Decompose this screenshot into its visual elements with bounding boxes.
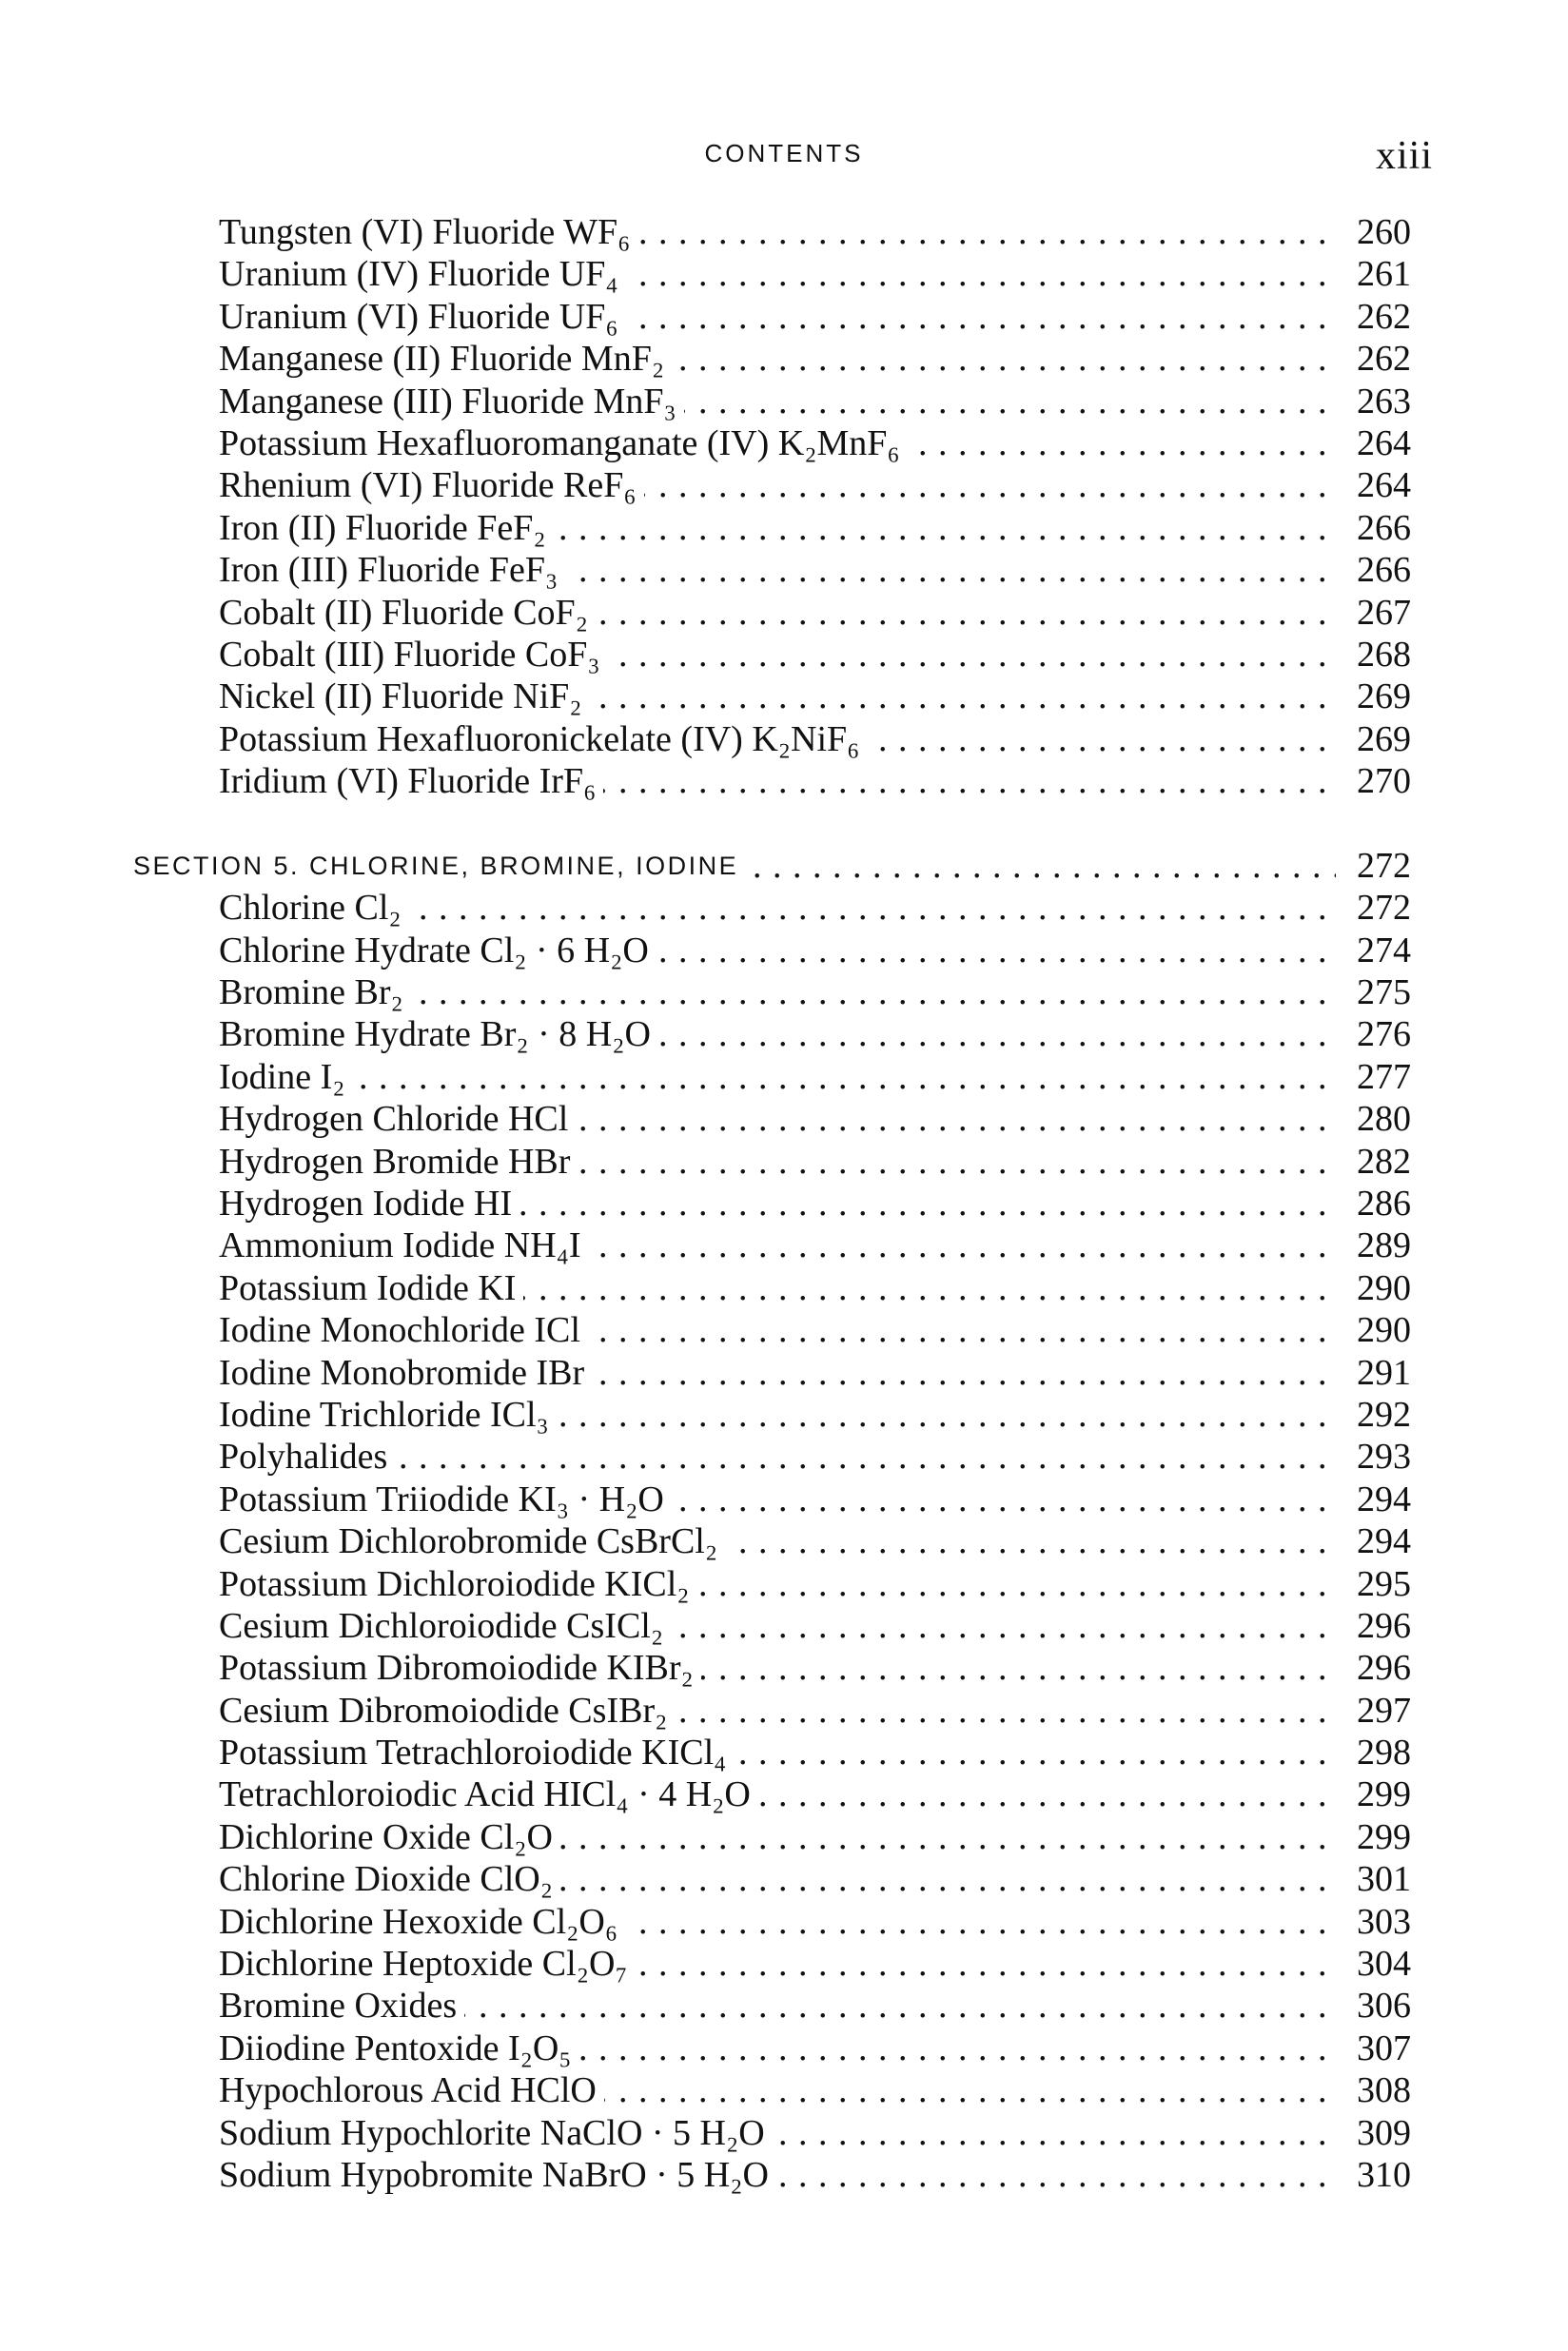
toc-entry-title: Potassium Iodide KI (219, 1267, 523, 1309)
toc-entry-title: Potassium Hexafluoronickelate (IV) K₂NiF₆ (219, 718, 867, 760)
toc-entry[interactable] (0, 1224, 1568, 1266)
toc-entry-title: Cobalt (III) Fluoride CoF₃ (219, 634, 608, 676)
toc-entry-title: Tungsten (VI) Fluoride WF₆ (219, 211, 637, 253)
toc-entry-title: Rhenium (VI) Fluoride ReF₆ (219, 464, 644, 506)
toc-entry-page: 307 (1357, 2028, 1411, 2068)
toc-entry[interactable] (0, 592, 1568, 634)
toc-entry-page: 303 (1357, 1901, 1411, 1942)
toc-entry-page: 274 (1357, 930, 1411, 970)
toc-entry-page: 298 (1357, 1733, 1411, 1773)
table-of-contents (0, 211, 1568, 2196)
toc-entry[interactable] (0, 760, 1568, 802)
toc-entry-title: Cesium Dibromoiodide CsIBr₂ (219, 1690, 675, 1732)
dot-leader (219, 1056, 1336, 1098)
toc-entry[interactable] (0, 1520, 1568, 1562)
toc-entry[interactable] (0, 211, 1568, 253)
toc-entry-title: Hydrogen Bromide HBr (219, 1141, 578, 1183)
running-head (0, 133, 1568, 190)
toc-entry-page: 276 (1357, 1014, 1411, 1055)
toc-entry-title: Dichlorine Hexoxide Cl₂O₆ (219, 1901, 625, 1943)
toc-entry[interactable] (0, 1013, 1568, 1055)
toc-entry-title: Polyhalides (219, 1436, 395, 1478)
toc-entry-title: Manganese (III) Fluoride MnF₃ (219, 381, 684, 422)
toc-entry-page: 297 (1357, 1690, 1411, 1731)
toc-entry[interactable] (0, 1183, 1568, 1224)
toc-entry-title: Iodine I₂ (219, 1056, 352, 1098)
toc-entry[interactable] (0, 296, 1568, 338)
toc-entry-title: Bromine Br₂ (219, 971, 411, 1013)
toc-entry-page: 293 (1357, 1437, 1411, 1478)
toc-entry[interactable] (0, 1816, 1568, 1858)
toc-entry-title: Chlorine Hydrate Cl₂ · 6 H₂O (219, 930, 657, 971)
toc-entry-title: Uranium (VI) Fluoride UF₆ (219, 296, 626, 338)
toc-entry-page: 299 (1357, 1816, 1411, 1857)
toc-entry-page: 266 (1357, 550, 1411, 591)
toc-entry-page: 262 (1357, 296, 1411, 337)
toc-entry-page: 299 (1357, 1774, 1411, 1815)
toc-entry-page: 277 (1357, 1056, 1411, 1097)
toc-entry-title: Cesium Dichlorobromide CsBrCl₂ (219, 1520, 725, 1562)
toc-entry[interactable] (0, 464, 1568, 506)
toc-entry-page: 268 (1357, 634, 1411, 675)
toc-entry[interactable] (0, 2028, 1568, 2069)
toc-entry-page: 267 (1357, 592, 1411, 633)
toc-entry-page: 270 (1357, 761, 1411, 802)
toc-entry-title: Iron (III) Fluoride FeF₃ (219, 549, 565, 591)
toc-entry-title: Cobalt (II) Fluoride CoF₂ (219, 592, 596, 634)
toc-entry-page: 275 (1357, 972, 1411, 1013)
toc-entry[interactable] (0, 422, 1568, 464)
toc-entry-title: Ammonium Iodide NH₄I (219, 1224, 589, 1266)
toc-entry[interactable] (0, 1858, 1568, 1900)
toc-entry[interactable] (0, 2154, 1568, 2196)
toc-entry-page: 263 (1357, 381, 1411, 421)
toc-entry-title: Bromine Hydrate Br₂ · 8 H₂O (219, 1013, 658, 1055)
toc-entry-page: 269 (1357, 676, 1411, 717)
toc-entry[interactable] (0, 718, 1568, 760)
toc-entry-title: Nickel (II) Fluoride NiF₂ (219, 676, 590, 717)
toc-entry-title: Potassium Triiodide KI₃ · H₂O (219, 1479, 672, 1520)
toc-entry[interactable] (0, 1773, 1568, 1815)
toc-entry[interactable] (0, 1394, 1568, 1436)
toc-entry[interactable] (0, 1647, 1568, 1689)
toc-entry-page: 264 (1357, 465, 1411, 506)
page-folio: xiii (1375, 134, 1433, 178)
toc-entry[interactable] (0, 676, 1568, 717)
toc-entry-page: 310 (1357, 2154, 1411, 2195)
toc-entry-page: 296 (1357, 1648, 1411, 1689)
toc-entry-page: 260 (1357, 212, 1411, 252)
toc-entry-page: 295 (1357, 1563, 1411, 1604)
toc-entry-page: 289 (1357, 1225, 1411, 1266)
toc-entry-title: Tetrachloroiodic Acid HICl₄ · 4 H₂O (219, 1773, 758, 1815)
toc-entry[interactable] (0, 338, 1568, 380)
toc-entry-title: Sodium Hypobromite NaBrO · 5 H₂O (219, 2154, 776, 2196)
toc-entry-title: Iodine Monobromide IBr (219, 1352, 592, 1394)
toc-entry[interactable] (0, 1563, 1568, 1605)
toc-entry[interactable] (0, 930, 1568, 971)
toc-entry-page: 264 (1357, 422, 1411, 463)
toc-entry-title: Chlorine Cl₂ (219, 887, 409, 929)
toc-entry-page: 306 (1357, 1986, 1411, 2027)
toc-entry-page: 261 (1357, 254, 1411, 295)
toc-entry[interactable] (0, 2112, 1568, 2154)
toc-entry-page: 290 (1357, 1310, 1411, 1351)
running-title: CONTENTS (704, 139, 864, 167)
toc-entry[interactable] (0, 1943, 1568, 1985)
toc-entry-page: 266 (1357, 507, 1411, 548)
toc-entry[interactable] (0, 1605, 1568, 1647)
toc-entry[interactable] (0, 1352, 1568, 1394)
toc-entry[interactable] (0, 1098, 1568, 1140)
toc-entry-title: Uranium (IV) Fluoride UF₄ (219, 253, 626, 295)
toc-entry-title: Bromine Oxides (219, 1985, 464, 2027)
toc-entry[interactable] (0, 1436, 1568, 1478)
toc-entry-title: Potassium Tetrachloroiodide KICl₄ (219, 1732, 734, 1773)
toc-entry-page: 290 (1357, 1267, 1411, 1308)
toc-entry-title: Potassium Hexafluoromanganate (IV) K₂MnF₆ (219, 422, 908, 464)
toc-entry-title: Cesium Dichloroiodide CsICl₂ (219, 1605, 671, 1647)
toc-entry-page: 269 (1357, 718, 1411, 759)
toc-entry-title: Diiodine Pentoxide I₂O₅ (219, 2028, 579, 2069)
toc-entry-title: Hydrogen Iodide HI (219, 1183, 519, 1224)
toc-entry[interactable] (0, 1056, 1568, 1098)
toc-entry[interactable] (0, 253, 1568, 295)
toc-entry[interactable] (0, 1141, 1568, 1183)
toc-entry-title: Potassium Dibromoiodide KIBr₂ (219, 1647, 701, 1689)
toc-entry-page: 282 (1357, 1141, 1411, 1182)
toc-entry-page: 272 (1357, 888, 1411, 929)
toc-entry[interactable] (0, 1732, 1568, 1773)
toc-entry-page: 262 (1357, 339, 1411, 380)
toc-entry[interactable] (0, 549, 1568, 591)
toc-entry[interactable] (0, 1985, 1568, 2027)
toc-entry-page: 292 (1357, 1394, 1411, 1435)
toc-entry[interactable] (0, 971, 1568, 1013)
toc-entry-page: 294 (1357, 1479, 1411, 1519)
toc-entry[interactable] (0, 887, 1568, 929)
toc-entry[interactable] (0, 1267, 1568, 1309)
toc-entry-title: Chlorine Dioxide ClO₂ (219, 1858, 560, 1900)
toc-entry[interactable] (0, 1309, 1568, 1351)
toc-entry-page: 309 (1357, 2112, 1411, 2153)
toc-entry-title: Dichlorine Oxide Cl₂O (219, 1816, 560, 1858)
toc-entry-title: Iodine Monochloride ICl (219, 1309, 588, 1351)
toc-entry-page: 291 (1357, 1352, 1411, 1393)
toc-entry-page: 308 (1357, 2070, 1411, 2111)
toc-entry-page: 304 (1357, 1944, 1411, 1985)
section-gap (0, 802, 1568, 844)
toc-entry[interactable] (0, 1901, 1568, 1943)
toc-entry-title: Iridium (VI) Fluoride IrF₆ (219, 760, 603, 802)
toc-entry-page: 296 (1357, 1605, 1411, 1646)
section-heading[interactable] (0, 845, 1568, 887)
toc-entry-title: Hypochlorous Acid HClO (219, 2069, 604, 2111)
toc-entry-title: Hydrogen Chloride HCl (219, 1098, 576, 1140)
toc-entry-title: Iodine Trichloride ICl₃ (219, 1394, 557, 1436)
toc-entry[interactable] (0, 507, 1568, 549)
toc-entry-page: 301 (1357, 1859, 1411, 1900)
toc-entry[interactable] (0, 634, 1568, 676)
toc-entry-title: Sodium Hypochlorite NaClO · 5 H₂O (219, 2112, 773, 2154)
toc-entry-title: Dichlorine Heptoxide Cl₂O₇ (219, 1943, 636, 1985)
toc-entry[interactable] (0, 1479, 1568, 1520)
toc-entry[interactable] (0, 2069, 1568, 2111)
toc-entry-page: 280 (1357, 1099, 1411, 1140)
toc-entry-title: Potassium Dichloroiodide KICl₂ (219, 1563, 697, 1605)
toc-entry-page: 294 (1357, 1521, 1411, 1562)
toc-entry[interactable] (0, 1690, 1568, 1732)
section-heading-title: SECTION 5. CHLORINE, BROMINE, IODINE (133, 845, 746, 887)
section-heading-page: 272 (1357, 845, 1411, 886)
toc-entry[interactable] (0, 381, 1568, 422)
toc-entry-page: 286 (1357, 1183, 1411, 1224)
toc-entry-title: Manganese (II) Fluoride MnF₂ (219, 338, 672, 380)
toc-entry-title: Iron (II) Fluoride FeF₂ (219, 507, 554, 549)
